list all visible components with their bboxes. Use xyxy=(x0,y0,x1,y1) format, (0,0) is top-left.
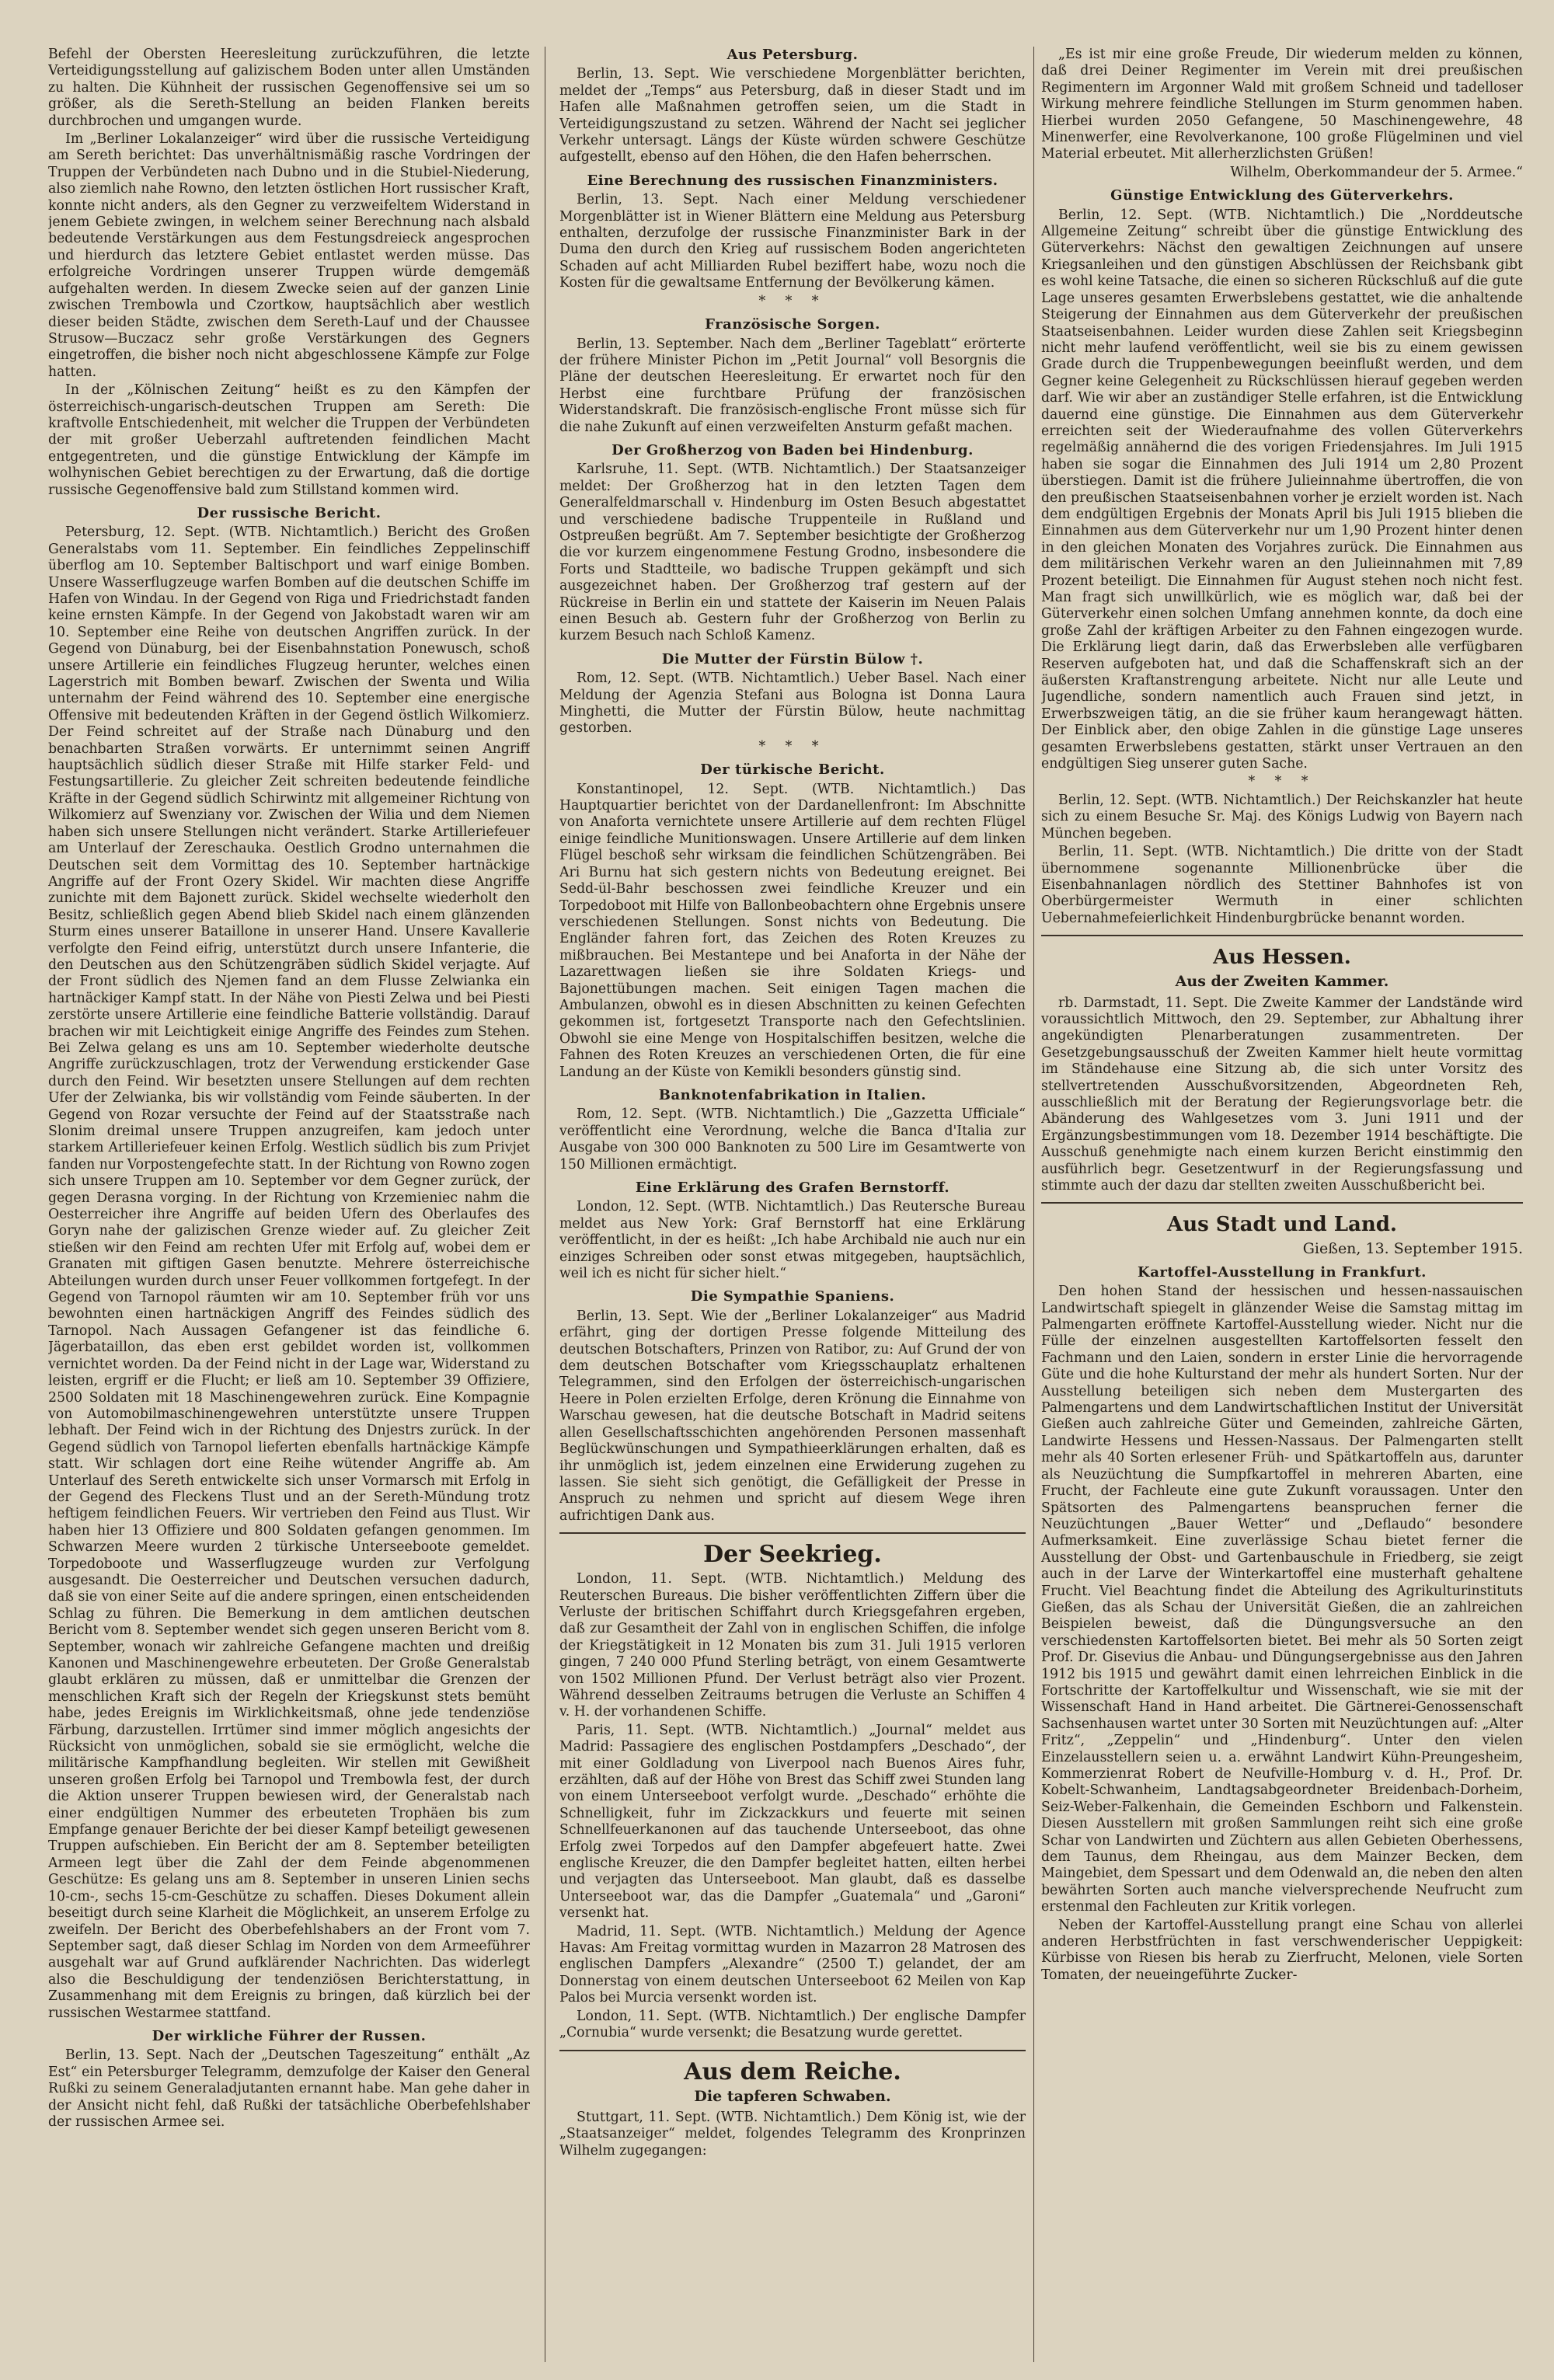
paragraph: Berlin, 12. Sept. (WTB. Nichtamtlich.) Der Reichskanzler hat heute sich zu einem Besuche Sr. Maj. des Königs Ludwig von Bayern nach München begeben. xyxy=(1041,792,1523,842)
column-rule xyxy=(1033,47,1034,2362)
paragraph: rb. Darmstadt, 11. Sept. Die Zweite Kammer der Landstände wird voraussichtlich Mittwoch, den 29. September, zur Abhaltung ihrer angekündigten Plenarberatungen zusammentreten. Der Gesetzgebungsausschuß der Zweiten Kammer hielt heute vormittag im Ständehause eine Sitzung ab, die sich unter Vorsitz des stellvertretenden Ausschußvorsitzenden, Abgeordneten Reh, ausschließlich mit der Beratung der Regierungsvorlage betr. die Abänderung des Wahlgesetzes vom 3. Juni 1911 und der Ergänzungsbestimmungen vom 18. Dezember 1914 beschäftigte. Die Ausschuß genehmigte nach einem kurzen Bericht einstimmig den ausführlich begr. Gesetzentwurf in der Regierungsfassung und stimmte auch der dazu dar stellten zweiten Ausschußbericht bei. xyxy=(1041,995,1523,1193)
paragraph: Berlin, 13. Sept. Wie der „Berliner Lokalanzeiger“ aus Madrid erfährt, ging der dortigen Presse folgende Mitteilung des deutschen Botschafters, Prinzen von Ratibor, zu: Auf Grund der von dem deutschen Botschafter vom Kriegsschauplatz erhaltenen Telegrammen, sind den Erfolgen der österreichisch-ungarischen Heere in Polen erzielten Erfolge, deren Krönung die Einnahme von Warschau gewesen, hat die deutsche Botschaft in Madrid seitens allen Gesellschaftsschichten angehörenden Personen massenhaft Beglückwünschungen und Sympathieerklärungen erhalten, daß es ihr unmöglich ist, jedem einzelnen eine Erwiderung zugehen zu lassen. Sie sieht sich genötigt, die Gefälligkeit der Presse in Anspruch zu nehmen und spricht auf diesem Wege ihren aufrichtigen Dank aus. xyxy=(559,1308,1026,1524)
paragraph: Karlsruhe, 11. Sept. (WTB. Nichtamtlich.) Der Staatsanzeiger meldet: Der Großherzog hat in den letzten Tagen dem Generalfeldmarschall v. Hindenburg im Osten Besuch abgestattet und verschiedene badische Truppenteile in Rußland und Ostpreußen begrüßt. Am 7. September besichtigte der Großherzog die vor kurzem eingenommene Festung Grodno, insbesondere die Forts und Stadtteile, wo badische Truppen gekämpft und sich ausgezeichnet haben. Der Großherzog traf gestern auf der Rückreise in Berlin ein und stattete der Kaiserin im Neuen Palais einen Besuch ab. Gestern fuhr der Großherzog von Berlin zu kurzem Besuch nach Schloß Kamenz. xyxy=(559,462,1026,644)
divider xyxy=(559,1532,1026,1534)
column-2 xyxy=(559,47,1026,2370)
paragraph: Den hohen Stand der hessischen und hessen-nassauischen Landwirtschaft spiegelt in glänzender Weise die Samstag mittag im Palmengarten eröffnete Kartoffel-Ausstellung wieder. Nicht nur die Fülle der einzelnen ausgestellten Kartoffelsorten fesselt den Fachmann und den Laien, sondern in erster Linie die hervorragende Güte und die hohe Kulturstand der mehr als hundert Sorten. Nur der Ausstellung beteiligen sich neben dem Mustergarten des Palmengartens und dem Landwirtschaftlichen Institut der Universität Gießen auch zahlreiche Güter und Gemeinden, zahlreiche Gärten, Landwirte Hessens und Hessen-Nassaus. Der Palmengarten stellt mehr als 40 Sorten erlesener Früh- und Spätkartoffeln aus, darunter als Neuzüchtung die Sumpfkartoffel in mehreren Abarten, eine Frucht, der Fachleute eine gute Zukunft voraussagen. Unter den Spätsorten des Palmengartens beanspruchen ferner die Neuzüchtungen „Bauer Wetter“ und „Deflaudo“ besondere Aufmerksamkeit. Eine zuverlässige Schau bietet ferner die Ausstellung der Obst- und Gartenbauschule in Friedberg, sie zeigt auch in der Larve der Winterkartoffel eine musterhaft gehaltene Frucht. Viel Beachtung findet die Abteilung des Agrikulturinstituts Gießen, das als Schau der Universität Gießen, die an zahlreichen Beispielen beweist, daß die Düngungsversuche an den verschiedensten Kartoffelsorten bietet. Bei mehr als 50 Sorten zeigt Prof. Dr. Gisevius die Anbau- und Düngungsergebnisse aus den Jahren 1912 bis 1915 und gewährt damit einen lehrreichen Einblick in die Fortschritte der Kartoffelkultur und Wissenschaft, wie sie mit der Wissenschaft Hand in Hand arbeitet. Die Gärtnerei-Genossenschaft Sachsenhausen wartet unter 30 Sorten mit Neuzüchtungen auf: „Alter Fritz“, „Zeppelin“ und „Hindenburg“. Unter den vielen Einzelausstellern seien u. a. erwähnt Landwirt Kühn-Preungesheim, Kommerzienrat Robert de Neufville-Homburg v. d. H., Prof. Dr. Kobelt-Schwanheim, Landtagsabgeordneter Breidenbach-Dorheim, Seiz-Weber-Falkenhain, die Gemeinden Eschborn und Falkenstein. Diesen Ausstellern mit großen Sammlungen reiht sich eine große Schar von Landwirten und Züchtern aus allen Gebieten Oberhessens, dem Taunus, dem Rheingau, aus dem Mainzer Becken, dem Maingebiet, dem Spessart und dem Odenwald an, die neben den alten bewährten Sorten auch manche vielversprechende Neufrucht zum erstenmal den Fachleuten zur Kritik vorlegen. xyxy=(1041,1284,1523,1915)
section-heading: Die Sympathie Spaniens. xyxy=(690,1288,895,1305)
paragraph: Paris, 11. Sept. (WTB. Nichtamtlich.) „Journal“ meldet aus Madrid: Passagiere des englischen Postdampfers „Deschado“, der mit einer Goldladung von Liverpool nach Buenos Aires fuhr, erzählten, daß auf der Höhe von Brest das Schiff zwei Stunden lang von einem Unterseeboot verfolgt wurde. „Deschado“ erhöhte die Schnelligkeit, fuhr im Zickzackkurs und feuerte mit seinen Schnellfeuerkanonen auf das tauchende Unterseeboot, das ohne Erfolg zwei Torpedos auf den Dampfer abgefeuert hatte. Zwei englische Kreuzer, die den Dampfer begleitet hatten, eilten herbei und verjagten das Unterseeboot. Man glaubt, daß es dasselbe Unterseeboot war, das die Dampfer „Guatemala“ und „Garoni“ versenkt hat. xyxy=(559,1722,1026,1922)
major-heading: Aus dem Reiche. xyxy=(684,2058,901,2086)
column-1 xyxy=(48,47,530,2370)
paragraph: Stuttgart, 11. Sept. (WTB. Nichtamtlich.) Dem König ist, wie der „Staatsanzeiger“ meldet, folgendes Telegramm des Kronprinzen Wilhelm zugegangen: xyxy=(559,2109,1026,2159)
separator-stars: * * * xyxy=(758,293,827,309)
paragraph: London, 11. Sept. (WTB. Nichtamtlich.) Der englische Dampfer „Cornubia“ wurde versenkt; die Besatzung wurde gerettet. xyxy=(559,2008,1026,2041)
paragraph: Rom, 12. Sept. (WTB. Nichtamtlich.) Ueber Basel. Nach einer Meldung der Agenzia Stefani aus Bologna ist Donna Laura Minghetti, die Mutter der Fürstin Bülow, heute nachmittag gestorben. xyxy=(559,671,1026,737)
paragraph: Neben der Kartoffel-Ausstellung prangt eine Schau von allerlei anderen Herbstfrüchten in fast verschwenderischer Ueppigkeit: Kürbisse von Riesen bis herab zu Zierfrucht, Melonen, viele Sorten Tomaten, der neueingeführte Zucker- xyxy=(1041,1917,1523,1983)
paragraph: „Es ist mir eine große Freude, Dir wiederum melden zu können, daß drei Deiner Regimenter im Verein mit drei preußischen Regimentern im Argonner Wald mit großem Schneid und tadelloser Wirkung mehrere feindliche Stellungen im Sturm genommen haben. Hierbei wurden 2050 Gefangene, 50 Maschinengewehre, 48 Minenwerfer, eine Revolverkanone, 100 große Flügelminen und viel Material erbeutet. Mit allerherzlichsten Grüßen! xyxy=(1041,47,1523,162)
section-heading: Eine Erklärung des Grafen Bernstorff. xyxy=(635,1180,950,1196)
paragraph: Berlin, 13. Sept. Wie verschiedene Morgenblätter berichten, meldet der „Temps“ aus Petersburg, daß in dieser Stadt und im Hafen alle Maßnahmen getroffen seien, um die Stadt in Verteidigungszustand zu setzen. Während der Nacht sei jeglicher Verkehr untersagt. Längs der Küste würden schwere Geschütze aufgestellt, ebenso auf den Höhen, die den Hafen beherrschen. xyxy=(559,66,1026,166)
paragraph: Madrid, 11. Sept. (WTB. Nichtamtlich.) Meldung der Agence Havas: Am Freitag vormittag wurden in Mazarron 28 Matrosen des englischen Dampfers „Alexandre“ (2500 T.) gelandet, der am Donnerstag von einem deutschen Unterseeboot 62 Meilen von Kap Palos bei Murcia versenkt worden ist. xyxy=(559,1923,1026,2006)
section-heading: Der wirkliche Führer der Russen. xyxy=(152,2027,427,2044)
section-heading: Kartoffel-Ausstellung in Frankfurt. xyxy=(1138,1263,1427,1281)
column-3 xyxy=(1041,47,1523,2370)
separator-stars: * * * xyxy=(1248,774,1316,790)
major-heading: Aus Hessen. xyxy=(1213,946,1351,970)
major-heading: Aus Stadt und Land. xyxy=(1167,1213,1397,1237)
paragraph: Im „Berliner Lokalanzeiger“ wird über die russische Verteidigung am Sereth berichtet: Das unverhältnismäßig rasche Vordringen der Truppen der Verbündeten nach Dubno und in die Stubiel-Niederung, also ziemlich nahe Rowno, den letzten östlichen Hort russischer Kraft, konnte nicht anders, als den Gegner zu verzweifeltem Widerstand in jenem Gebiete zwingen, in welchem seiner Berechnung nach alsbald bedeutende Verstärkungen aus dem Festungsdreieck angesprochen und hierdurch das letztere Gebiet entlastet werden müsse. Das erfolgreiche Vordringen unserer Truppen würde demgemäß aufgehalten werden. In diesem Zwecke seien auf der ganzen Linie zwischen Trembowla und Czortkow, hauptsächlich aber westlich dieser beiden Städte, zwischen dem Sereth-Lauf und der Chaussee Strusow—Buczacz sehr große Verstärkungen des Gegners eingetroffen, die bisher noch nicht abgeschlossene Kämpfe zur Folge hatten. xyxy=(48,131,530,380)
paragraph: Berlin, 11. Sept. (WTB. Nichtamtlich.) Die dritte von der Stadt übernommene sogenannte Millionenbrücke über die Eisenbahnanlagen nördlich des Stettiner Bahnhofes ist von Oberbürgermeister Wermuth in einer schlichten Uebernahmefeierlichkeit Hindenburgbrücke benannt worden. xyxy=(1041,844,1523,926)
sub-heading: Die tapferen Schwaben. xyxy=(694,2087,891,2105)
paragraph: Berlin, 13. Sept. Nach der „Deutschen Tageszeitung“ enthält „Az Est“ ein Petersburger Telegramm, demzufolge der Kaiser den General Rußki zu seinem Generaladjutanten ernannt habe. Man gehe daher in der Ansicht nicht fehl, daß Rußki der tatsächliche Oberbefehlshaber der russischen Armee sei. xyxy=(48,2047,530,2130)
divider xyxy=(1041,935,1523,936)
divider xyxy=(1041,1202,1523,1204)
section-heading: Günstige Entwicklung des Güterverkehrs. xyxy=(1110,187,1454,204)
paragraph: Befehl der Obersten Heeresleitung zurückzuführen, die letzte Verteidigungsstellung auf galizischem Boden unter allen Umständen zu halten. Die Kühnheit der russischen Gegenoffensive sei um so größer, als die Sereth-Stellung an beiden Flanken bereits durchbrochen und umgangen wurde. xyxy=(48,47,530,129)
section-heading: Der russische Bericht. xyxy=(197,504,382,521)
paragraph: Petersburg, 12. Sept. (WTB. Nichtamtlich.) Bericht des Großen Generalstabs vom 11. September. Ein feindliches Zeppelinschiff überflog am 10. September Baltischport und warf einige Bomben. Unsere Wasserflugzeuge warfen Bomben auf die deutschen Schiffe im Hafen von Windau. In der Gegend von Riga und Friedrichstadt fanden keine ernsten Kämpfe. In der Gegend von Jakobstadt waren wir am 10. September eine Reihe von deutschen Angriffen zurück. In der Gegend von Dünaburg, bei der Eisenbahnstation Ponewusch, schoß unsere Artillerie ein feindliches Flugzeug herunter, welches einen Lagerstrich mit Bomben bewarf. Zwischen der Swenta und Wilia unternahm der Feind während des 10. September eine energische Offensive mit bedeutenden Kräften in der Gegend östlich Wilkomierz. Der Feind schreitet auf der Straße nach Dünaburg und den benachbarten Straßen vorwärts. Er unternimmt seinen Angriff hauptsächlich südlich dieser Straße mit Hilfe starker Feld- und Festungsartillerie. Zu gleicher Zeit schreiten bedeutende feindliche Kräfte in der Gegend südlich Schirwintz mit allgemeiner Richtung von Wilkomierz auf Swenziany vor. Zwischen der Wilia und dem Niemen haben sich unsere Stellungen nicht verändert. Starke Artilleriefeuer am Unterlauf der Zereschauka. Oestlich Grodno unternahmen die Deutschen seit dem Vormittag des 10. September hartnäckige Angriffe auf der Front Ozery Skidel. Wir machten diese Angriffe zunichte mit dem Bajonett zurück. Skidel wechselte wiederholt den Besitz, schließlich gegen Abend blieb Skidel nach einem glänzenden Sturm eines unserer Bataillone in unserer Hand. Unsere Kavallerie verfolgte den Feind eifrig, unterstützt durch unsere Infanterie, die den Deutschen aus den Schützengräben südlich Skidel verjagte. Auf der Front südlich des Njemen fand an dem Flusse Zelwianka ein hartnäckiger Kampf statt. In der Nähe von Piesti Zelwa und bei Piesti zerstörte unsere Artillerie eine feindliche Batterie vollständig. Darauf brachen wir mit Leichtigkeit einige Angriffe des Feindes zum Stehen. Bei Zelwa gelang es uns am 10. September wiederholte deutsche Angriffe zurückzuschlagen, trotz der Verwendung erstickender Gase durch den Feind. Wir besetzten unsere Stellungen auf dem rechten Ufer der Zelwianka, bis wir vollständig vom Feinde säuberten. In der Gegend von Rozar versuchte der Feind auf der Staatsstraße nach Slonim dreimal unsere Truppen anzugreifen, kam jedoch unter starkem Artilleriefeuer keinen Erfolg. Westlich südlich bis zum Privjet fanden nur Vorpostengefechte statt. In der Richtung von Rowno zogen sich unsere Truppen am 10. September vor dem Gegner zurück, der gegen Derasna vorging. In der Richtung von Krzemieniec nahm die Oesterreicher ihre Angriffe auf beiden Ufern des Oberlaufes des Goryn nahe der galizischen Grenze wieder auf. Zu gleicher Zeit stießen wir den Feind am rechten Ufer mit Erfolg auf, wobei dem er Granaten mit giftigen Gasen benutzte. Mehrere österreichische Abteilungen wurden durch unser Feuer vollkommen fortgefegt. In der Gegend von Tarnopol räumten wir am 10. September früh vor uns bewohnten einen hartnäckigen Angriff des Feindes südlich des Tarnopol. Nach Aussagen Gefangener ist das feindliche 6. Jägerbataillon, das eben erst gebildet worden ist, vollkommen vernichtet worden. Da der Feind nicht in der Lage war, Widerstand zu leisten, ergriff er die Flucht; er ließ am 10. September 39 Offiziere, 2500 Soldaten mit 18 Maschinengewehren zurück. Eine Kompagnie von Automobilmaschinengewehren unterstützte unsere Truppen lebhaft. Der Feind wich in der Richtung des Dnjestrs zurück. In der Gegend südlich von Tarnopol lieferten ebenfalls hartnäckige Kämpfe statt. Wir schlagen dort eine Reihe wütender Angriffe ab. Am Unterlauf des Sereth entwickelte sich unser Vormarsch mit Erfolg in der Gegend des Fleckens Tlust und an der Sereth-Mündung trotz heftigem feindlichen Feuers. Wir vertrieben den Feind aus Tlust. Wir haben hier 13 Offiziere und 800 Soldaten gefangen genommen. Im Schwarzen Meere wurden 2 türkische Unterseeboote gemeldet. Torpedoboote und Wasserflugzeuge wurden zur Verfolgung ausgesandt. Die Oesterreicher und Deutschen versuchen dadurch, daß sie von einer Seite auf die andere springen, einen entscheidenden Schlag zu führen. Die Bemerkung in dem amtlichen deutschen Bericht vom 8. September wendet sich gegen unseren Bericht vom 8. September, wonach wir zahlreiche Gefangene machten und dreißig Kanonen und Maschinengewehre erbeuteten. Der Große Generalstab glaubt erklären zu müssen, daß er unmittelbar die Grenzen der menschlichen Kraft sich der Regeln der Kriegskunst stets bemüht habe, jedes Ereignis im Wirklichkeitsmaß, ohne jede tendenziöse Färbung, darzustellen. Irrtümer sind immer möglich angesichts der Rücksicht von unmöglichen, sobald sie sie ermöglicht, welche die militärische Kampfhandlung begleiten. Wir stellen mit Gewißheit unseren großen Erfolg bei Tarnopol und Trembowla fest, der durch die Aktion unserer Truppen bewiesen wird, der Generalstab nach einer endgültigen Nummer des erbeuteten Trophäen bis zum Empfange genauer Berichte der bei dieser Kampf beteiligt gewesenen Truppen aufschieben. Ein Bericht der am 8. September beteiligten Armeen legt über die Zahl der dem Feinde abgenommenen Geschütze: Es gelang uns am 8. September in unseren Linien sechs 10-cm-, sechs 15-cm-Geschütze zu schaffen. Dieses Dokument allein beseitigt durch seine Klarheit die Möglichkeit, an unserem Erfolge zu zweifeln. Der Bericht des Oberbefehlshabers an der Front vom 7. September sagt, daß dieser Schlag im Norden von dem Armeeführer ausgehalt war auf Grund aufklärender Nachrichten. Das widerlegt also die Beschuldigung der tendenziösen Berichterstattung, in Zusammenhang mit dem Ereignis zu bringen, daß kürzlich bei der russischen Westarmee stattfand. xyxy=(48,524,530,2021)
section-heading: Aus Petersburg. xyxy=(726,47,859,63)
paragraph: Berlin, 13. Sept. Nach einer Meldung verschiedener Morgenblätter ist in Wiener Blättern eine Meldung aus Petersburg enthalten, derzufolge der russische Finanzminister Bark in der Duma den durch den Krieg auf russischem Boden angerichteten Schaden auf acht Milliarden Rubel beziffert habe, wozu noch die Kosten für die gewaltsame Entfernung der Bevölkerung kämen. xyxy=(559,192,1026,291)
paragraph: London, 11. Sept. (WTB. Nichtamtlich.) Meldung des Reuterschen Bureaus. Die bisher veröffentlichten Ziffern über die Verluste der britischen Schiffahrt durch Kriegsgefahren ergeben, daß zur Gesamtheit der Zahl von in englischen Schiffen, die infolge der Kriegstätigkeit in 12 Monaten bis zum 31. Juli 1915 verloren gingen, 7 240 000 Pfund Sterling beträgt, von einem Gesamtwerte von 1502 Millionen Pfund. Der Verlust beträgt also vier Prozent. Während desselben Zeitraums betrugen die Verluste an Schiffen 4 v. H. der vorhandenen Schiffe. xyxy=(559,1571,1026,1720)
major-heading: Der Seekrieg. xyxy=(703,1541,882,1569)
section-heading: Französische Sorgen. xyxy=(705,316,880,333)
divider xyxy=(559,2050,1026,2051)
paragraph: Berlin, 13. September. Nach dem „Berliner Tageblatt“ erörterte der frühere Minister Pichon im „Petit Journal“ voll Besorgnis die Pläne der deutschen Heeresleitung. Er erwartet noch für den Herbst eine furchtbare Prüfung der französischen Widerstandskraft. Die französisch-englische Front müsse sich für die nahe Zukunft auf einen verzweifelten Ansturm gefaßt machen. xyxy=(559,336,1026,435)
paragraph: Rom, 12. Sept. (WTB. Nichtamtlich.) Die „Gazzetta Ufficiale“ veröffentlicht eine Verordnung, welche die Banca d'Italia zur Ausgabe von 300 000 Banknoten zu 500 Lire im Gesamtwerte von 150 Millionen ermächtigt. xyxy=(559,1106,1026,1173)
sub-heading: Aus der Zweiten Kammer. xyxy=(1175,973,1389,991)
section-heading: Der Großherzog von Baden bei Hindenburg. xyxy=(611,441,974,458)
paragraph: London, 12. Sept. (WTB. Nichtamtlich.) Das Reutersche Bureau meldet aus New York: Graf Bernstorff hat eine Erklärung veröffentlicht, in der es heißt: „Ich habe Archibald nie auch nur ein einziges Schreiben oder sonst etwas mitgegeben, hauptsächlich, weil ich es nicht für sicher hielt.“ xyxy=(559,1199,1026,1282)
dateline: Gießen, 13. September 1915. xyxy=(1302,1240,1523,1258)
paragraph: Konstantinopel, 12. Sept. (WTB. Nichtamtlich.) Das Hauptquartier berichtet von der Dardanellenfront: Im Abschnitte von Anaforta vernichtete unsere Artillerie auf dem rechten Flügel einige feindliche Munitionswagen. Unsere Artillerie auf dem linken Flügel beschoß sehr wirksam die feindlichen Schützengräben. Bei Ari Burnu hat sich gestern nichts von Bedeutung ereignet. Bei Sedd-ül-Bahr beschossen zwei feindliche Kreuzer und ein Torpedoboot mit Hilfe von Ballonbeobachtern ohne Ergebnis unsere verschiedenen Stellungen. Sonst nichts von Bedeutung. Die Engländer fahren fort, das Zeichen des Roten Kreuzes zu mißbrauchen. Bei Mestantepe und bei Anaforta in der Nähe der Lazarettwagen ließen sie ihre Soldaten Kriegs- und Bajonettübungen machen. Seit einigen Tagen machen die Ambulanzen, obwohl es in diesen Abschnitten zu keinen Gefechten gekommen ist, fortgesetzt Transporte nach den Gefechtslinien. Obwohl sie eine Menge von Hospitalschiffen besitzen, welche die Fahnen des Roten Kreuzes an verschiedenen Orten, die für eine Landung an der Küste von Kemikli besonders günstig sind. xyxy=(559,781,1026,1080)
paragraph: In der „Kölnischen Zeitung“ heißt es zu den Kämpfen der österreichisch-ungarisch-deutschen Truppen am Sereth: Die kraftvolle Entschiedenheit, mit welcher die Truppen der Verbündeten der mit großer Ueberzahl auftretenden feindlichen Macht entgegentreten, und die günstige Entwicklung der Kämpfe im wolhynischen Gebiet berechtigen zu der Erwartung, daß die dortige russische Gegenoffensive bald zum Stillstand kommen wird. xyxy=(48,382,530,498)
section-heading: Der türkische Bericht. xyxy=(700,761,885,779)
signature-line: Wilhelm, Oberkommandeur der 5. Armee.“ xyxy=(1230,164,1523,180)
section-heading: Eine Berechnung des russischen Finanzministers. xyxy=(587,172,998,189)
separator-stars: * * * xyxy=(758,738,827,754)
section-heading: Die Mutter der Fürstin Bülow †. xyxy=(661,650,924,667)
paragraph: Berlin, 12. Sept. (WTB. Nichtamtlich.) Die „Norddeutsche Allgemeine Zeitung“ schreibt über die günstige Entwicklung des Güterverkehrs: Nächst den gewaltigen Zeichnungen auf unsere Kriegsanleihen und den günstigen Abschlüssen der Reichsbank gibt es wohl keine Tatsache, die einen so sicheren Rückschluß auf die gute Lage unseres gesamten Erwerbslebens gestattet, wie die anhaltende Steigerung der Einnahmen aus dem Güterverkehr der preußischen Staatseisenbahnen. Leider wurden diese Zahlen seit Kriegsbeginn nicht mehr laufend veröffentlicht, weil sie bis zu einem gewissen Grade durch die Truppenbewegungen beeinflußt werden, und dem Gegner keine Gelegenheit zu Rückschlüssen hierauf gegeben werden darf. Wie wir aber an zuständiger Stelle erfahren, ist die Entwicklung dauernd eine günstige. Die Einnahmen aus dem Güterverkehr erreichten seit der Wiederaufnahme des vollen Güterverkehrs regelmäßig annähernd die des vorigen Friedensjahres. Im Juli 1915 haben sie sogar die Einnahmen des Juli 1914 um 2,80 Prozent überstiegen. Damit ist die frühere Julieinnahme übertroffen, die von den preußischen Staatseisenbahnen vorher je erzielt worden ist. Nach dem endgültigen Ergebnis der Monats April bis Juli 1915 blieben die Einnahmen aus dem Güterverkehr nur um 1,90 Prozent hinter denen in den gleichen Monaten des Vorjahres zurück. Die Einnahmen aus dem militärischen Verkehr waren an den Julieinnahmen mit 7,89 Prozent beteiligt. Die Einnahmen für August stehen noch nicht fest. Man fragt sich unwillkürlich, wie es möglich war, daß bei der Güterverkehr einen solchen Umfang annehmen konnte, da doch eine große Zahl der kräftigen Arbeiter zu den Fahnen eingezogen wurde. Die Erklärung liegt darin, daß das Erwerbsleben alle verfügbaren Reserven aufgeboten hat, und daß die Schaffenskraft sich an der äußersten Kraftanstrengung arbeitete. Nicht nur alle Leute und Jugendliche, sondern namentlich auch Frauen sind jetzt, in Erwerbszweigen tätig, an die sie früher kaum herangewagt hätten. Der Einblick aber, den obige Zahlen in die günstige Lage unseres gesamten Erwerbslebens gestatten, stärkt unser Vertrauen an den endgültigen Sieg unserer guten Sache. xyxy=(1041,207,1523,772)
section-heading: Banknotenfabrikation in Italien. xyxy=(658,1086,927,1103)
